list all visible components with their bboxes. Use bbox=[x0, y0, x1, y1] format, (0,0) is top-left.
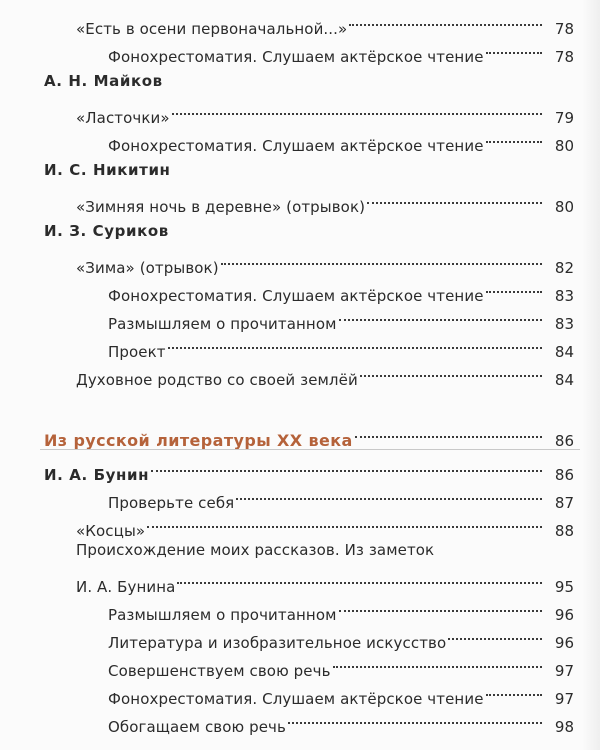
page-number: 80 bbox=[554, 198, 574, 216]
entry-title: Проверьте себя bbox=[108, 494, 235, 512]
toc-entry bbox=[44, 452, 574, 484]
entry-title: Литература и изобразительное искусство bbox=[108, 634, 447, 652]
author-name: И. С. Никитин bbox=[44, 161, 171, 179]
toc-entry bbox=[76, 564, 574, 596]
toc-entry bbox=[44, 156, 171, 184]
toc-entry bbox=[108, 704, 574, 736]
entry-title: «Зимняя ночь в деревне» (отрывок) bbox=[76, 198, 366, 216]
dot-leader bbox=[339, 301, 542, 329]
dot-leader bbox=[339, 592, 542, 620]
page-number: 96 bbox=[554, 606, 574, 624]
toc-entry bbox=[44, 67, 163, 95]
toc-entry bbox=[108, 273, 574, 305]
page-number: 84 bbox=[554, 343, 574, 361]
dot-leader bbox=[486, 273, 542, 301]
page-number: 97 bbox=[554, 690, 574, 708]
entry-title: «Зима» (отрывок) bbox=[76, 259, 219, 277]
toc-entry bbox=[108, 329, 574, 361]
toc-entry bbox=[76, 245, 574, 277]
page-number: 87 bbox=[554, 494, 574, 512]
page-number: 97 bbox=[554, 662, 574, 680]
entry-title: «Есть в осени первоначальной...» bbox=[76, 20, 348, 38]
author-name: И. З. Суриков bbox=[44, 222, 169, 240]
dot-leader bbox=[486, 123, 542, 151]
page-edge-shadow bbox=[582, 0, 600, 750]
dot-leader bbox=[486, 34, 542, 62]
page-number: 83 bbox=[554, 287, 574, 305]
toc-entry bbox=[108, 123, 574, 155]
page-number: 80 bbox=[554, 137, 574, 155]
dot-leader bbox=[355, 418, 542, 446]
toc-entry bbox=[108, 301, 574, 333]
dot-leader bbox=[360, 357, 542, 385]
toc-entry bbox=[76, 508, 574, 540]
page-number: 82 bbox=[554, 259, 574, 277]
page-number: 78 bbox=[554, 20, 574, 38]
page-number: 84 bbox=[554, 371, 574, 389]
toc-entry bbox=[108, 592, 574, 624]
toc-entry bbox=[108, 480, 574, 512]
page-number: 95 bbox=[554, 578, 574, 596]
toc-entry bbox=[44, 217, 169, 245]
page-number: 86 bbox=[554, 466, 574, 484]
toc-entry bbox=[76, 95, 574, 127]
entry-title: Происхождение моих рассказов. Из заметок bbox=[76, 541, 435, 559]
toc-entry bbox=[76, 184, 574, 216]
page-number: 83 bbox=[554, 315, 574, 333]
page-number: 88 bbox=[554, 522, 574, 540]
toc-entry bbox=[44, 418, 574, 450]
entry-title: Духовное родство со своей землёй bbox=[76, 371, 358, 389]
dot-leader bbox=[349, 6, 542, 34]
page-number: 96 bbox=[554, 634, 574, 652]
entry-title: «Косцы» bbox=[76, 522, 146, 540]
entry-title: Обогащаем свою речь bbox=[108, 718, 286, 736]
dot-leader bbox=[221, 245, 542, 273]
toc-entry bbox=[108, 676, 574, 708]
entry-title: Фонохрестоматия. Слушаем актёрское чтение bbox=[108, 48, 484, 66]
dot-leader bbox=[448, 620, 542, 648]
dot-leader bbox=[168, 329, 542, 357]
dot-leader bbox=[486, 676, 542, 704]
page-number: 79 bbox=[554, 109, 574, 127]
entry-title: Фонохрестоматия. Слушаем актёрское чтение bbox=[108, 690, 484, 708]
author-name: А. Н. Майков bbox=[44, 72, 163, 90]
entry-title: «Ласточки» bbox=[76, 109, 170, 127]
toc-entry bbox=[108, 34, 574, 66]
dot-leader bbox=[151, 452, 542, 480]
entry-title: Фонохрестоматия. Слушаем актёрское чтение bbox=[108, 137, 484, 155]
dot-leader bbox=[288, 704, 542, 732]
dot-leader bbox=[147, 508, 542, 536]
entry-title: Размышляем о прочитанном bbox=[108, 606, 337, 624]
entry-title: Совершенствуем свою речь bbox=[108, 662, 331, 680]
section-divider bbox=[40, 449, 580, 450]
toc-entry bbox=[76, 6, 574, 38]
toc-entry bbox=[108, 620, 574, 652]
entry-title: И. А. Бунина bbox=[76, 578, 176, 596]
entry-title: Проект bbox=[108, 343, 166, 361]
dot-leader bbox=[367, 184, 542, 212]
page-number: 98 bbox=[554, 718, 574, 736]
toc-entry bbox=[108, 648, 574, 680]
author-name: И. А. Бунин bbox=[44, 466, 150, 484]
toc-entry bbox=[76, 536, 434, 564]
page-number: 86 bbox=[554, 432, 574, 450]
dot-leader bbox=[177, 564, 542, 592]
page-number: 78 bbox=[554, 48, 574, 66]
dot-leader bbox=[333, 648, 542, 676]
dot-leader bbox=[172, 95, 542, 123]
toc-entry bbox=[76, 357, 574, 389]
entry-title: Размышляем о прочитанном bbox=[108, 315, 337, 333]
dot-leader bbox=[236, 480, 542, 508]
entry-title: Фонохрестоматия. Слушаем актёрское чтение bbox=[108, 287, 484, 305]
section-title: Из русской литературы XX века bbox=[44, 431, 353, 450]
